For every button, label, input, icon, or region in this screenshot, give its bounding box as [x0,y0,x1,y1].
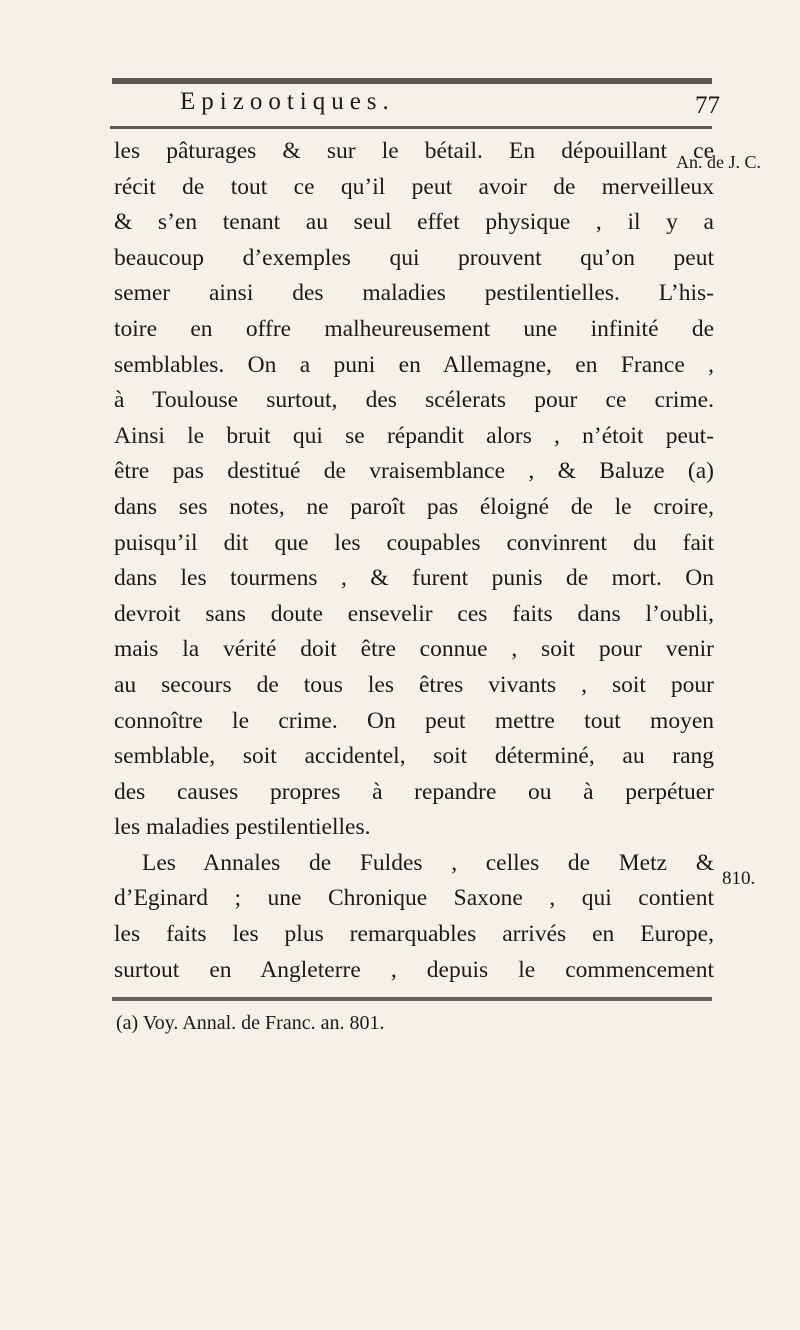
text-line: beaucoup d’exemples qui prouvent qu’on peut [114,244,714,271]
page-header [180,88,720,128]
footnote-rule [112,997,712,1001]
text-line: au secours de tous les êtres vivants , soit pour [114,671,714,698]
footnote: (a) Voy. Annal. de Franc. an. 801. [116,1012,385,1034]
text-line: des causes propres à repandre ou à perpétuer [114,778,714,805]
text-line: devroit sans doute ensevelir ces faits dans l’oubli, [114,600,714,627]
page-number: 77 [695,92,720,119]
text-line: semer ainsi des maladies pestilentielles. L’his- [114,280,714,307]
text-line: semblables. On a puni en Allemagne, en France , [114,351,714,378]
text-line: Les Annales de Fuldes , celles de Metz & [142,849,714,876]
text-line: à Toulouse surtout, des scélerats pour ce crime. [114,387,714,414]
text-line: Ainsi le bruit qui se répandit alors , n’étoit peut- [114,422,714,449]
text-line: semblable, soit accidentel, soit déterminé, au rang [114,743,714,770]
text-line: dans ses notes, ne paroît pas éloigné de le croire, [114,493,714,520]
text-line: toire en offre malheureusement une infinité de [114,315,714,342]
running-title: Epizootiques. [180,88,395,115]
text-line: mais la vérité doit être connue , soit pour venir [114,636,714,663]
text-line: les pâturages & sur le bétail. En dépouillant ce [114,138,714,164]
text-line: & s’en tenant au seul effet physique , il y a [114,209,714,236]
text-line: dans les tourmens , & furent punis de mort. On [114,565,714,592]
text-line: surtout en Angleterre , depuis le commencement [114,956,714,983]
text-line: puisqu’il dit que les coupables convinrent du fait [114,529,714,556]
text-line: les maladies pestilentielles. [114,814,371,841]
top-rule [112,78,712,84]
body-text [114,134,714,988]
text-line: être pas destitué de vraisemblance , & Baluze (a) [114,458,714,485]
header-rule [110,126,712,129]
text-line: récit de tout ce qu’il peut avoir de merveilleux [114,173,714,200]
margin-note-year: 810. [722,868,756,889]
margin-note-era: An. de J. C. [676,152,761,172]
text-line: d’Eginard ; une Chronique Saxone , qui contient [114,885,714,912]
text-line: connoître le crime. On peut mettre tout moyen [114,707,714,734]
text-line: les faits les plus remarquables arrivés en Europe, [114,921,714,948]
